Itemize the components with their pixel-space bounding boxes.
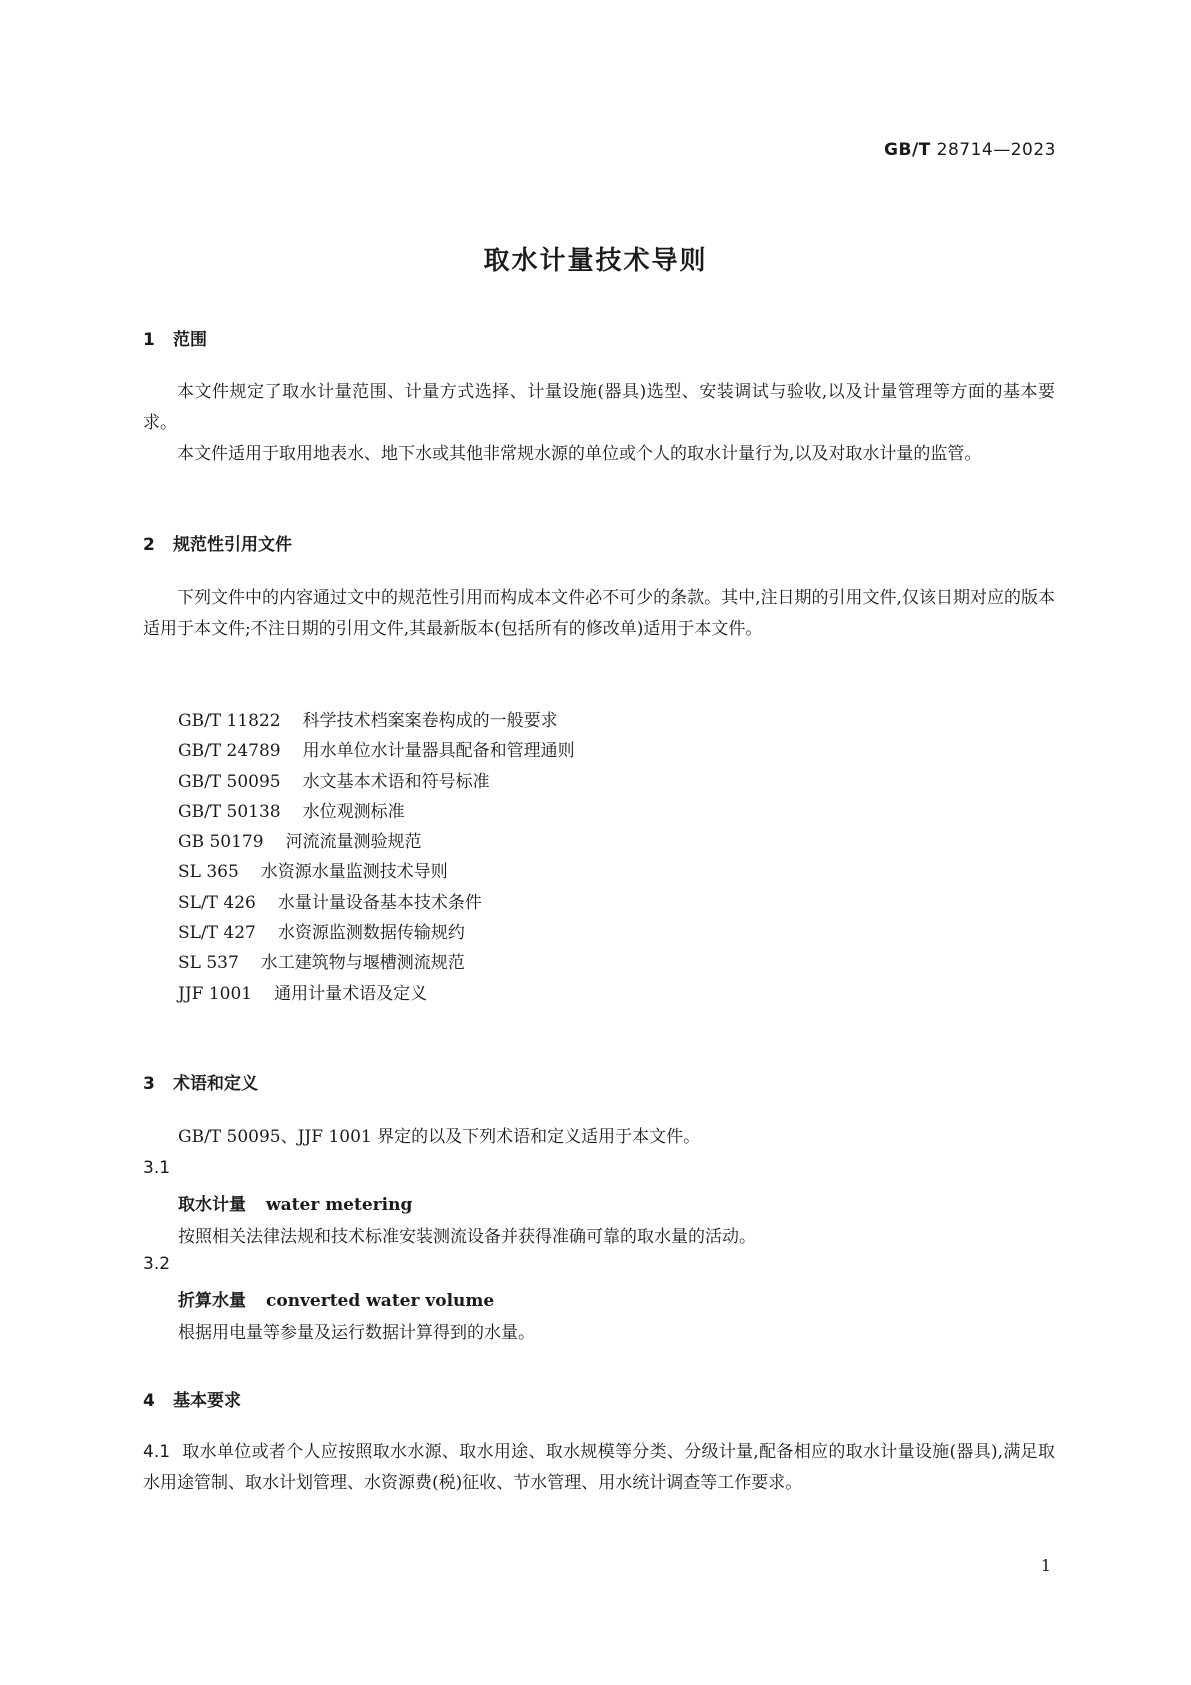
reference-title: 水资源监测数据传输规约 <box>277 923 465 944</box>
section-number: 3 <box>143 1074 155 1094</box>
term-number: 3.2 <box>143 1254 171 1274</box>
normative-references-intro: 下列文件中的内容通过文中的规范性引用而构成本文件必不可少的条款。其中,注日期的引用文件,仅该日期对应的版本适用于本文件;不注日期的引用文件,其最新版本(包括所有的修改单)适用于本文件。 <box>143 588 1055 639</box>
reference-code: SL 537 <box>178 953 239 974</box>
reference-item <box>178 827 575 857</box>
reference-title: 通用计量术语及定义 <box>274 983 428 1004</box>
reference-title: 河流流量测验规范 <box>285 832 422 853</box>
term-definition: 根据用电量等参量及运行数据计算得到的水量。 <box>178 1323 535 1343</box>
section-number: 4 <box>143 1391 155 1411</box>
reference-list <box>178 706 575 1009</box>
page-number: 1 <box>1040 1556 1051 1575</box>
section-1-heading <box>143 325 207 350</box>
section-2-heading <box>143 530 292 555</box>
section-title: 术语和定义 <box>173 1074 258 1094</box>
section-title: 规范性引用文件 <box>173 535 292 555</box>
reference-code: GB/T 50095 <box>178 771 281 792</box>
term-english: converted water volume <box>266 1291 495 1311</box>
reference-item <box>178 767 575 797</box>
reference-title: 水工建筑物与堰槽测流规范 <box>260 953 465 974</box>
standard-prefix: GB/T <box>884 140 931 160</box>
reference-item <box>178 857 575 887</box>
reference-title: 水资源水量监测技术导则 <box>260 862 448 883</box>
reference-code: SL/T 427 <box>178 923 256 944</box>
reference-title: 用水单位水计量器具配备和管理通则 <box>302 741 575 762</box>
term-entry <box>178 1190 412 1215</box>
term-english: water metering <box>266 1195 413 1215</box>
scope-paragraph-1: 本文件规定了取水计量范围、计量方式选择、计量设施(器具)选型、安装调试与验收,以及计量管理等方面的基本要求。 <box>143 382 1055 433</box>
reference-title: 水量计量设备基本技术条件 <box>277 892 482 913</box>
clause-text: 取水单位或者个人应按照取水水源、取水用途、取水规模等分类、分级计量,配备相应的取水计量设施(器具),满足取水用途管制、取水计划管理、水资源费(税)征收、节水管理、用水统计调查等工作要求。 <box>143 1442 1055 1493</box>
reference-item <box>178 736 575 766</box>
term-chinese: 取水计量 <box>178 1195 246 1215</box>
section-number: 1 <box>143 330 155 350</box>
reference-code: JJF 1001 <box>178 983 253 1004</box>
section-number: 2 <box>143 535 155 555</box>
section-3-heading <box>143 1069 258 1094</box>
section-4-heading <box>143 1386 241 1411</box>
reference-title: 水文基本术语和符号标准 <box>302 771 490 792</box>
reference-item <box>178 797 575 827</box>
section-title: 范围 <box>173 330 207 350</box>
standard-code: 28714—2023 <box>936 140 1056 160</box>
reference-item <box>178 948 575 978</box>
reference-code: GB/T 24789 <box>178 741 281 762</box>
scope-paragraph-2: 本文件适用于取用地表水、地下水或其他非常规水源的单位或个人的取水计量行为,以及对取水计量的监管。 <box>177 444 982 464</box>
clause-number: 4.1 <box>143 1442 171 1462</box>
term-chinese: 折算水量 <box>178 1291 246 1311</box>
reference-item <box>178 706 575 736</box>
reference-code: GB 50179 <box>178 832 264 853</box>
term-number: 3.1 <box>143 1158 171 1178</box>
standard-number <box>884 140 1056 160</box>
reference-item <box>178 918 575 948</box>
reference-code: GB/T 11822 <box>178 711 281 731</box>
reference-code: GB/T 50138 <box>178 801 281 822</box>
term-entry <box>178 1286 494 1311</box>
reference-title: 水位观测标准 <box>302 801 405 822</box>
section-title: 基本要求 <box>173 1391 241 1411</box>
reference-code: SL/T 426 <box>178 892 256 913</box>
terms-intro: GB/T 50095、JJF 1001 界定的以及下列术语和定义适用于本文件。 <box>178 1127 701 1147</box>
document-title: 取水计量技术导则 <box>483 246 708 276</box>
reference-code: SL 365 <box>178 862 239 883</box>
clause-4-1 <box>143 1437 1055 1499</box>
reference-title: 科学技术档案案卷构成的一般要求 <box>302 711 558 731</box>
reference-item <box>178 888 575 918</box>
term-definition: 按照相关法律法规和技术标准安装测流设备并获得准确可靠的取水量的活动。 <box>178 1227 756 1247</box>
reference-item <box>178 979 575 1009</box>
